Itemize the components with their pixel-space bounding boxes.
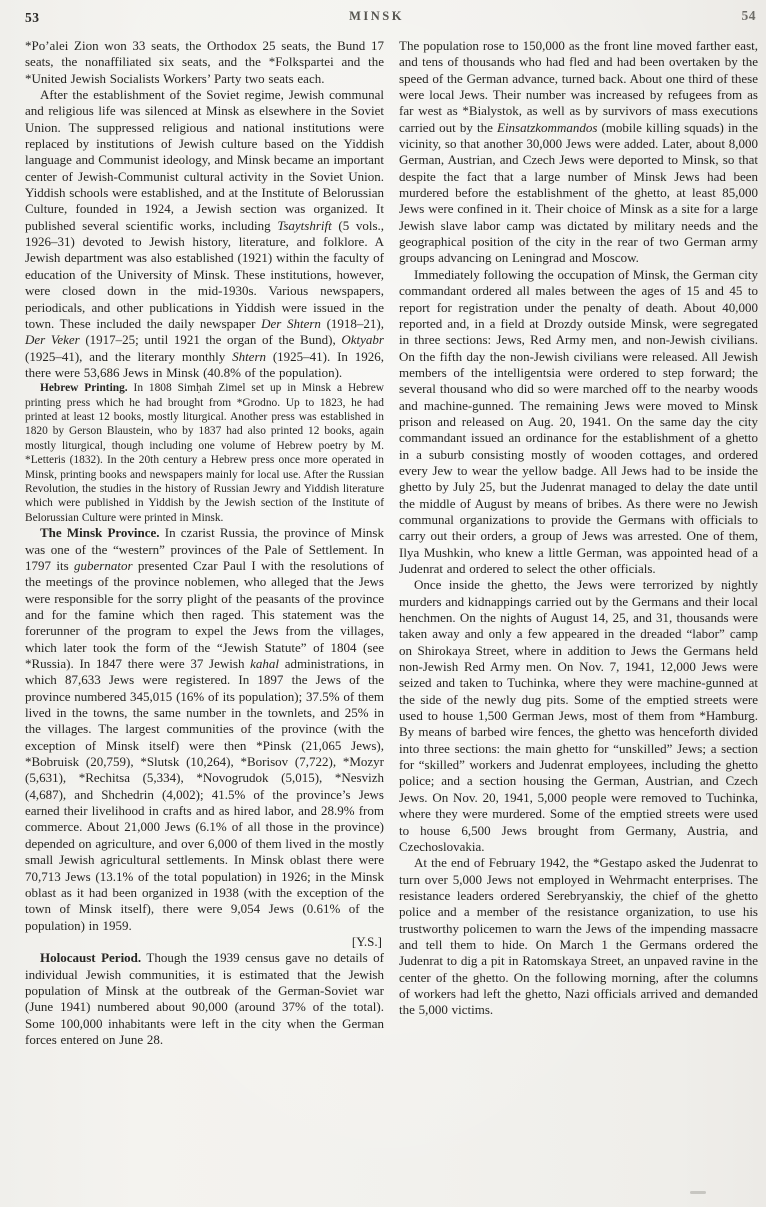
section-heading: Holocaust Period.: [40, 950, 142, 966]
paragraph-occupation-registration: [399, 267, 758, 578]
section-hebrew-printing: [25, 381, 384, 525]
paragraph-text: After the establishment of the Soviet regime, Jewish communal and religious life was silenced at Minsk as elsewhere in the Soviet Union. The suppressed religious and national institutions were replaced by institutions of Jewish culture based on the Yiddish language and Communist ideology, and Minsk became an important center of Jewish-Communist cultural activity in the Soviet Union. Yiddish schools were established, and at the Institute of Belorussian Culture, founded in 1924, a Jewish section was organized. It published several scientific works, including Tsaytshrift (5 vols., 1926–31) devoted to Jewish history, literature, and folklore. A Jewish department was also established (1921) within the faculty of education of the University of Minsk. These institutions, however, were closed down in the mid-1930s. Various newspapers, periodicals, and other publications in Yiddish were issued in the town. These included the daily newspaper Der Shtern (1918–21), Der Veker (1917–25; until 1921 the organ of the Bund), Oktyabr (1925–41), and the literary monthly Shtern (1925–41). In 1926, there were 53,686 Jews in Minsk (40.8% of the population).: [25, 87, 385, 380]
section-heading: Hebrew Printing.: [40, 382, 128, 395]
paragraph-population-rise: [399, 38, 758, 267]
paragraph-ghetto-terror: [399, 577, 758, 855]
paragraph-text: In 1808 Simḥah Zimel set up in Minsk a Hebrew printing press which he had brought from *Grodno. Up to 1823, he had printed at least 12 books, mostly liturgical. Another press was established in 1820 by Gerson Blaustein, who by 1837 had also printed 12 books, again mostly liturgical, though including one volume of Hebrew poetry by M. *Letteris (1832). In the 20th century a Hebrew press once more operated in Minsk, printing books and newspapers mainly for local use. After the Russian Revolution, the studies in the history of Russian Jewry and Yiddish literature which were published in Yiddish by the Jewish section of the Institute of Belorussian Culture were printed in Minsk.: [25, 382, 385, 524]
paragraph-soviet-regime: [25, 87, 384, 381]
paragraph-gestapo-1942: [399, 855, 758, 1018]
paragraph-text: *Po’alei Zion won 33 seats, the Orthodox 25 seats, the Bund 17 seats, the nonaffiliated six seats, and the *Folkspartei and the *United Jewish Socialists Workers’ Party two seats each.: [25, 38, 384, 86]
paragraph-text: Immediately following the occupation of Minsk, the German city commandant ordered all males between the ages of 15 and 45 to report for registration under the penalty of death. About 40,000 reported and, in a field at Drozdy outside Minsk, were segregated in three sections: Jews, Red Army men, and non-Jewish civilians. On the fifth day the non-Jewish civilians were released. All Jewish members of the intelligentsia were ordered to step forward; the several thousand who did so were marched off to the nearby woods and machine-gunned. The remaining Jews were moved to Minsk prison and released on Aug. 20, 1941. On the same day the city commandant issued an ordinance for the establishment of a ghetto in a suburb consisting mostly of wooden cottages, and ordered every Jew to wear the yellow badge. All Jews had to be inside the ghetto by July 25, but the Judenrat managed to delay the date until the middle of August by means of bribes. As there were no Jewish communal organizations to provide the Germans with officials to carry out their orders, a group of Jews was arrested. One of them, Ilya Mushkin, who knew a little German, was appointed head of a Judenrat and ordered to select the other officials.: [399, 266, 758, 576]
paragraph-text: At the end of February 1942, the *Gestapo asked the Judenrat to turn over 5,000 Jews not employed in Wehrmacht enterprises. The resistance leaders ordered Serebryanskiy, the chief of the ghetto police and a member of the resistance organization, to use his trustworthy policemen to warn the Jews of the impending massacre and tell them to hide. On March 1 the Germans ordered the Judenrat to dig a pit in Ratomskaya Street, an unpaved ravine in the center of the ghetto. On the following morning, after the columns of workers had left the ghetto, Nazi officials arrived and demanded the 5,000 victims.: [399, 855, 758, 1018]
two-column-text-block: [25, 38, 759, 1197]
right-page-number: 54: [741, 8, 756, 23]
page-header: [25, 8, 758, 28]
left-column: [25, 38, 384, 1197]
paragraph-text: The population rose to 150,000 as the front line moved farther east, and tens of thousands who had fled and had been overtaken by the speed of the German advance, turned back. About one third of these were local Jews. Their number was increased by refugees from as far west as *Bialystok, as well as by survivors of mass executions carried out by the Einsatzkommandos (mobile killing squads) in the vicinity, so that another 30,000 Jews were added. Later, about 8,000 German, Austrian, and Czech Jews were deported to Minsk, so that despite the fact that a large number of Minsk Jews had been murdered before the establishment of the ghetto, at least 85,000 Jews were confined in it. Their choice of Minsk as a site for a large Jewish slave labor camp was dictated by military needs and the geographical position of the city in the rear of two German army groups advancing on Leningrad and Moscow.: [399, 38, 759, 266]
paragraph-text: Once inside the ghetto, the Jews were terrorized by nightly murders and kidnappings carried out by the Germans and their local henchmen. On the nights of August 14, 25, and 31, thousands were taken away and only a few appeared in the dreaded “labor” camp on Shirokaya Street, where in addition to Jews the Germans held non-Jewish Red Army men. On Nov. 7, 1941, 12,000 Jews were seized and taken to Tuchinka, where they were machine-gunned at the side of the newly dug pits. Some of the emptied streets were used to house 1,500 German Jews, most of them from *Hamburg. By means of barbed wire fences, the ghetto was henceforth divided into three sections: the main ghetto for “unskilled” Jews; a section for “skilled” workers and Judenrat employees, including the ghetto police; and a section housing the German, Austrian, and Czech Jews. On Nov. 20, 1941, 5,000 people were removed to Tuchinka, where they were murdered. Some of the emptied streets were used to house 6,500 Jews brought from Germany, Austria, and Czechoslovakia.: [399, 577, 758, 854]
author-signature: [Y.S.]: [351, 933, 382, 949]
section-holocaust-period: [25, 950, 384, 1048]
section-minsk-province: [25, 525, 384, 934]
running-head: MINSK: [349, 9, 404, 23]
left-page-number: 53: [25, 10, 40, 25]
scan-artifact-mark: [690, 1191, 706, 1194]
paragraph-text: In czarist Russia, the province of Minsk was one of the “western” provinces of the Pale of Settlement. In 1797 its gubernator presented Czar Paul I with the resolutions of the meetings of the province noblemen, who alleged that the Jews were responsible for the sorry plight of the peasants of the province and for the famine which then raged. This statement was the forerunner of the program to expel the Jews from the villages, which later took the form of the “Jewish Statute” of 1804 (see *Russia). In 1847 there were 37 Jewish kahal administrations, in which 87,633 Jews were registered. In 1897 the Jews of the province numbered 345,015 (16% of its population); 37.5% of them lived in the towns, the same number in the townlets, and 25% in the villages. The largest communities of the province (with the exception of Minsk itself) were then *Pinsk (21,065 Jews), *Bobruisk (20,759), *Slutsk (10,264), *Borisov (7,722), *Mozyr (5,631), *Rechitsa (5,334), *Novogrudok (5,015), *Nesvizh (4,687), and Shchedrin (4,002); 41.5% of the province’s Jews earned their livelihood in crafts and as hired labor, and 28.9% from commerce. About 21,000 Jews (6.1% of all those in the province) depended on agriculture, and over 6,000 of them lived in the mostly small Jewish agricultural settlements. In Minsk oblast there were 70,713 Jews (13.1% of the total population) in 1926; in the Minsk oblast as it had been organized in 1938 (with the exception of the town of Minsk itself), there were 9,054 Jews (0.61% of the population) in 1959.: [25, 525, 384, 933]
paragraph-text: Though the 1939 census gave no details of individual Jewish communities, it is estimated that the Jewish population of Minsk at the outbreak of the German-Soviet war (June 1941) numbered about 90,000 (around 37% of the total). Some 100,000 inhabitants were left in the city when the German forces entered on June 28.: [25, 950, 384, 1047]
paragraph-poalei-zion-seats: [25, 38, 384, 87]
right-column: [399, 38, 758, 1197]
section-heading: The Minsk Province.: [40, 525, 160, 541]
